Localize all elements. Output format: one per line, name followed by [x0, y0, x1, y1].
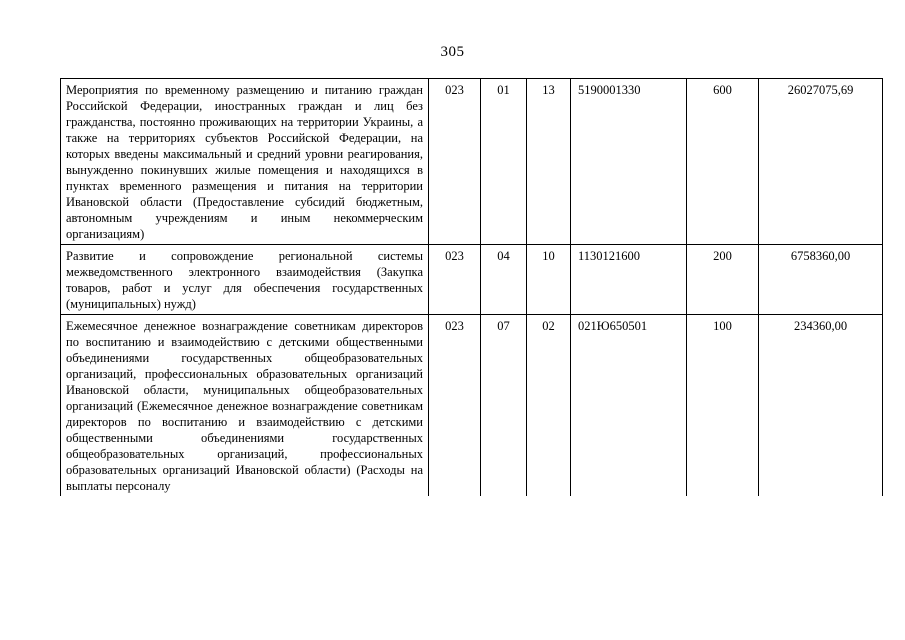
row-section-code: 01 — [481, 79, 527, 245]
row-name: Мероприятия по временному размещению и питанию граждан Российской Федерации, иностранных граждан и лиц без гражданства, постоянно проживающих на территории Украины, а также на территориях субъектов Российской Федерации, на которых введены максимальный и средний уровни реагирования, вынужденно покинувших жилые помещения и находящихся в пунктах временного размещения и питания на территории Ивановской области (Предоставление субсидий бюджетным, автономным учреждениям и иным некоммерческим организациям) — [61, 79, 429, 245]
row-amount: 234360,00 — [759, 315, 883, 497]
row-subsection-code: 13 — [527, 79, 571, 245]
row-section-code: 04 — [481, 245, 527, 315]
table-row — [61, 245, 883, 315]
row-target-item-code: 1130121600 — [571, 245, 687, 315]
table-row — [61, 79, 883, 245]
row-chief-administrator-code: 023 — [429, 245, 481, 315]
row-expense-type-code: 200 — [687, 245, 759, 315]
row-chief-administrator-code: 023 — [429, 79, 481, 245]
row-amount: 6758360,00 — [759, 245, 883, 315]
table-row — [61, 315, 883, 497]
budget-appropriations-table — [60, 78, 883, 496]
row-target-item-code: 021Ю650501 — [571, 315, 687, 497]
row-target-item-code: 5190001330 — [571, 79, 687, 245]
row-section-code: 07 — [481, 315, 527, 497]
row-expense-type-code: 100 — [687, 315, 759, 497]
row-subsection-code: 02 — [527, 315, 571, 497]
row-amount: 26027075,69 — [759, 79, 883, 245]
row-name: Ежемесячное денежное вознаграждение советникам директоров по воспитанию и взаимодействию с детскими общественными объединениями государственных общеобразовательных организаций, профессиональных образовательных организаций Ивановской области, муниципальных общеобразовательных организаций (Ежемесячное денежное вознаграждение советникам директоров по воспитанию и взаимодействию с детскими общественными объединениями государственных общеобразовательных организаций, профессиональных образовательных организаций Ивановской области) (Расходы на выплаты персоналу — [61, 315, 429, 497]
row-expense-type-code: 600 — [687, 79, 759, 245]
row-subsection-code: 10 — [527, 245, 571, 315]
row-name: Развитие и сопровождение региональной системы межведомственного электронного взаимодействия (Закупка товаров, работ и услуг для обеспечения государственных (муниципальных) нужд) — [61, 245, 429, 315]
row-chief-administrator-code: 023 — [429, 315, 481, 497]
page-number: 305 — [440, 44, 465, 60]
